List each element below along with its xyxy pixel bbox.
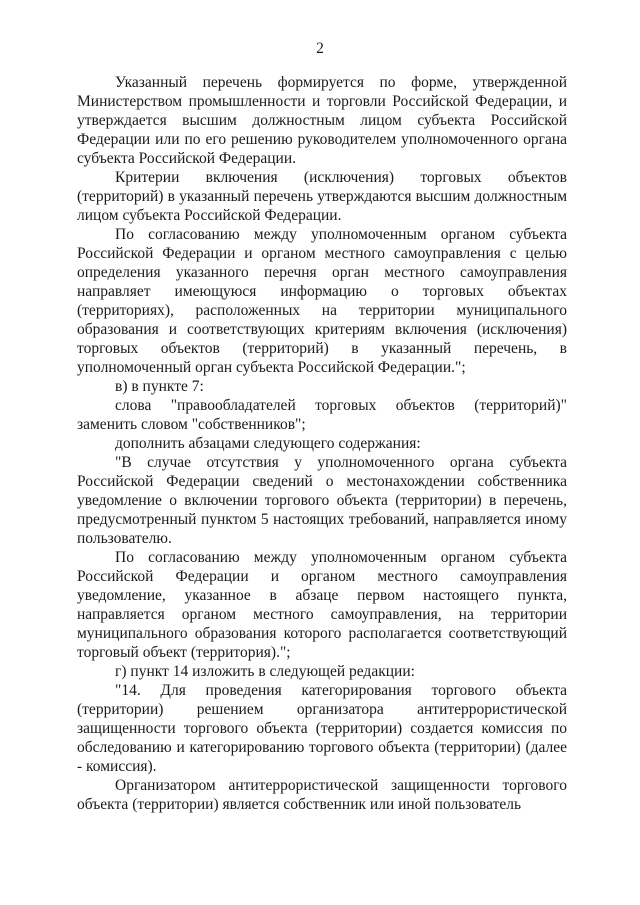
document-body — [77, 73, 567, 814]
paragraph-replace-words: слова "правообладателей торговых объектов (территорий)" заменить словом "собственников"; — [77, 397, 567, 433]
paragraph-inclusion-criteria: Критерии включения (исключения) торговых объектов (территорий) в указанный перечень утверждаются высшим должностным лицом субъекта Российской Федерации. — [77, 169, 567, 224]
paragraph-clause-7-intro: в) в пункте 7: — [115, 378, 204, 395]
page-number: 2 — [316, 40, 324, 57]
paragraph-list-formation: Указанный перечень формируется по форме, утвержденной Министерством промышленности и торговли Российской Федерации, и утверждается высшим должностным лицом субъекта Российской Федерации или по его решению руководителем уполномоченного органа субъекта Российской Федерации. — [77, 74, 567, 167]
paragraph-clause-14-text: "14. Для проведения категорирования торгового объекта (территории) решением организатора антитеррористической защищенности торгового объекта (территории) создается комиссия по обследованию и категорированию торгового объекта (территории) (далее - комиссия). — [77, 682, 567, 775]
paragraph-owner-unknown: "В случае отсутствия у уполномоченного органа субъекта Российской Федерации сведений о местонахождении собственника уведомление о включении торгового объекта (территории) в перечень, предусмотренный пунктом 5 настоящих требований, направляется иному пользователю. — [77, 454, 567, 547]
paragraph-organizer: Организатором антитеррористической защищенности торгового объекта (территории) является собственник или иной пользователь — [77, 777, 567, 813]
paragraph-clause-14-intro: г) пункт 14 изложить в следующей редакции: — [115, 663, 415, 680]
paragraph-local-government-info: По согласованию между уполномоченным органом субъекта Российской Федерации и органом местного самоуправления с целью определения указанного перечня орган местного самоуправления направляет имеющуюся информацию о торговых объектах (территориях), расположенных на территории муниципального образования и соответствующих критериям включения (исключения) торговых объектов (территорий) в указанный перечень, в уполномоченный орган субъекта Российской Федерации."; — [77, 226, 567, 376]
paragraph-notification-by-local-gov: По согласованию между уполномоченным органом субъекта Российской Федерации и органом местного самоуправления уведомление, указанное в абзаце первом настоящего пункта, направляется органом местного самоуправления, на территории муниципального образования которого располагается соответствующий торговый объект (территория)."; — [77, 549, 567, 661]
paragraph-add-paragraphs: дополнить абзацами следующего содержания: — [115, 435, 421, 452]
